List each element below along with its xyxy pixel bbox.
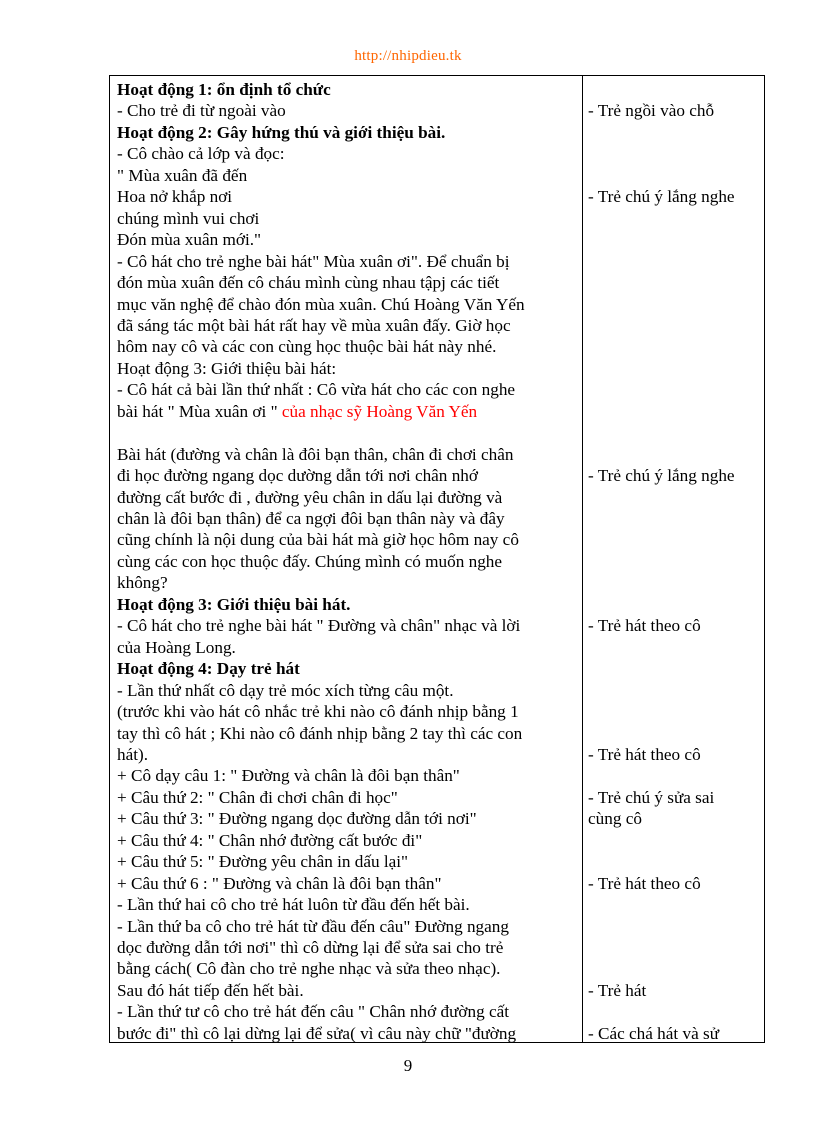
- activity-text-line: Bài hát (đường và chân là đôi bạn thân, chân đi chơi chân: [117, 444, 514, 464]
- activity-text-line: - Lần thứ ba cô cho trẻ hát từ đầu đến câu" Đường ngang: [117, 916, 509, 936]
- activity-text-line: cùng các con học thuộc đấy. Chúng mình có muốn nghe: [117, 551, 503, 571]
- activity-text-line: chân là đôi bạn thân) để ca ngợi đôi bạn thân này và đây: [117, 509, 505, 528]
- activity-heading: Hoạt động 4: Dạy trẻ hát: [117, 659, 300, 679]
- activity-text-line: tay thì cô hát ; Khi nào cô đánh nhịp bằng 2 tay thì các con: [117, 723, 523, 743]
- activity-text-line: - Cô chào cả lớp và đọc:: [117, 144, 285, 164]
- activity-text-line: của Hoàng Long.: [117, 637, 236, 657]
- activity-text-line: - Lần thứ tư cô cho trẻ hát đến câu " Chân nhớ đường cất: [117, 1002, 509, 1022]
- activity-text-line: - Cô hát cả bài lần thứ nhất : Cô vừa hát cho các con nghe: [117, 380, 516, 400]
- activity-text-line: đã sáng tác một bài hát rất hay về mùa xuân đấy. Giờ học: [117, 315, 511, 335]
- page-number: 9: [403, 1056, 413, 1075]
- child-response-line: - Trẻ hát theo cô: [588, 873, 701, 893]
- activity-text-line: + Câu thứ 2: " Chân đi chơi chân đi học": [117, 787, 398, 807]
- activity-text-line: bước đi" thì cô lại dừng lại để sửa( vì câu này chữ "đường: [117, 1023, 517, 1042]
- activity-text-line: + Câu thứ 5: " Đường yêu chân in dấu lại": [117, 852, 409, 872]
- activity-text-line: + Cô dạy câu 1: " Đường và chân là đôi bạn thân": [117, 766, 460, 786]
- activity-heading: Hoạt động 3: Giới thiệu bài hát.: [117, 594, 351, 614]
- activity-text-line: đường cất bước đi , đường yêu chân in dấu lại đường và: [117, 487, 503, 507]
- child-response-line: - Trẻ hát: [588, 980, 647, 1000]
- activity-text-line: - Cô hát cho trẻ nghe bài hát " Đường và chân" nhạc và lời: [117, 616, 521, 636]
- composer-credit: của nhạc sỹ Hoàng Văn Yến: [281, 401, 478, 421]
- activity-text-line: không?: [117, 573, 168, 593]
- activity-text-line: bài hát " Mùa xuân ơi " của nhạc sỹ Hoàng Văn Yến: [117, 401, 478, 421]
- activity-text-line: chúng mình vui chơi: [117, 208, 260, 228]
- activity-text-line: + Câu thứ 3: " Đường ngang dọc đường dẫn tới nơi": [117, 809, 477, 829]
- child-response-line: - Trẻ ngồi vào chỗ: [588, 101, 715, 121]
- activity-text-line: Hoa nở khắp nơi: [117, 187, 233, 207]
- activity-text-line: - Lần thứ nhất cô dạy trẻ móc xích từng câu một.: [117, 680, 454, 700]
- activity-text-line: đón mùa xuân đến cô cháu mình cùng nhau tậpj các tiết: [117, 273, 500, 293]
- activity-text-line: dọc đường dẫn tới nơi" thì cô dừng lại để sửa sai cho trẻ: [117, 938, 504, 957]
- header-url[interactable]: http://nhipdieu.tk: [354, 48, 462, 64]
- activity-text-line: mục văn nghệ để chào đón mùa xuân. Chú Hoàng Văn Yến: [117, 294, 525, 314]
- activity-heading: Hoạt động 2: Gây hứng thú và giới thiệu bài.: [117, 122, 446, 142]
- child-response-line: - Các chá hát và sử: [588, 1023, 720, 1042]
- activity-text-line: bằng cách( Cô đàn cho trẻ nghe nhạc và sửa theo nhạc).: [117, 959, 501, 979]
- activity-text-line: + Câu thứ 4: " Chân nhớ đường cất bước đi": [117, 830, 423, 850]
- activities-column: [110, 76, 582, 1042]
- activity-text-line: Đón mùa xuân mới.": [117, 230, 262, 250]
- activity-text-line: đi học đường ngang dọc dường dẫn tới nơi chân nhớ: [117, 466, 478, 486]
- activity-text-line: hát).: [117, 744, 149, 764]
- activity-text-line: (trước khi vào hát cô nhắc trẻ khi nào cô đánh nhịp bằng 1: [117, 702, 519, 722]
- activity-text-line: cũng chính là nội dung của bài hát mà giờ học hôm nay cô: [117, 530, 519, 550]
- activity-text-line: + Câu thứ 6 : " Đường và chân là đôi bạn thân": [117, 873, 442, 893]
- activity-text-line: hôm nay cô và các con cùng học thuộc bài hát này nhé.: [117, 337, 497, 357]
- activity-heading: Hoạt động 1: ổn định tổ chức: [117, 80, 331, 99]
- activity-text-line: Hoạt động 3: Giới thiệu bài hát:: [117, 358, 337, 378]
- activity-text-line: " Mùa xuân đã đến: [117, 165, 248, 185]
- child-response-line: - Trẻ chú ý sửa sai: [588, 787, 715, 807]
- activity-text-line: - Lần thứ hai cô cho trẻ hát luôn từ đầu đến hết bài.: [117, 895, 470, 915]
- lesson-plan-table: [109, 75, 765, 1043]
- child-response-line: - Trẻ hát theo cô: [588, 744, 701, 764]
- activity-text-line: - Cô hát cho trẻ nghe bài hát" Mùa xuân ơi". Để chuẩn bị: [117, 251, 510, 271]
- activity-text-line: Sau đó hát tiếp đến hết bài.: [117, 980, 304, 1000]
- child-response-line: - Trẻ hát theo cô: [588, 616, 701, 636]
- child-responses-column: [583, 76, 764, 1042]
- child-response-line: - Trẻ chú ý lắng nghe: [588, 466, 735, 486]
- child-response-line: cùng cô: [588, 809, 642, 829]
- activity-text-line: - Cho trẻ đi từ ngoài vào: [117, 101, 286, 121]
- child-response-line: - Trẻ chú ý lắng nghe: [588, 187, 735, 207]
